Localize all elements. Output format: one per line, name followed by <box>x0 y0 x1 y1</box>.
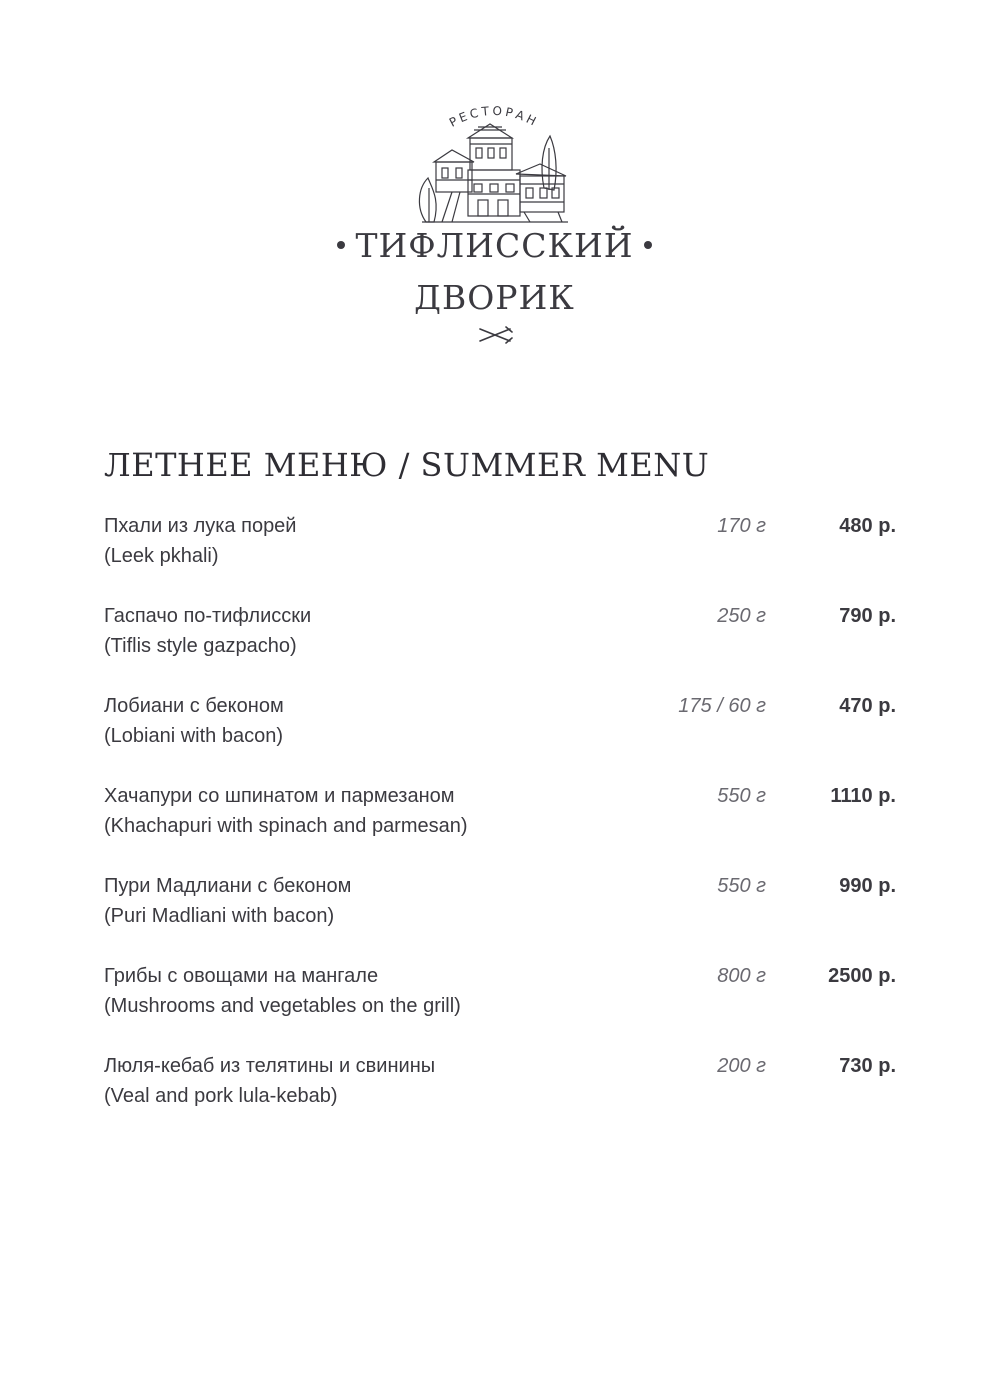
item-name-en: (Puri Madliani with bacon) <box>104 905 335 927</box>
crossed-cutlery-icon <box>476 326 514 344</box>
item-price: 990 р. <box>839 875 896 897</box>
item-name-ru: Пури Мадлиани с беконом <box>104 875 352 897</box>
item-price: 480 р. <box>839 515 896 537</box>
menu-items-list <box>104 511 896 1141</box>
item-price: 790 р. <box>839 605 896 627</box>
bullet-dot-icon <box>337 241 345 249</box>
item-weight: 175 / 60 г <box>678 695 766 717</box>
menu-item <box>104 601 896 691</box>
item-weight: 170 г <box>717 515 766 537</box>
menu-item <box>104 691 896 781</box>
item-name-ru: Хачапури со шпинатом и пармезаном <box>104 785 455 807</box>
item-price: 730 р. <box>839 1055 896 1077</box>
menu-item <box>104 961 896 1051</box>
item-weight: 800 г <box>717 965 766 987</box>
item-price: 1110 р. <box>830 785 896 807</box>
item-name-ru: Люля-кебаб из телятины и свинины <box>104 1055 436 1077</box>
menu-item <box>104 1051 896 1141</box>
menu-item <box>104 871 896 961</box>
item-price: 470 р. <box>839 695 896 717</box>
item-name-en: (Tiflis style gazpacho) <box>104 635 297 657</box>
item-price: 2500 р. <box>828 965 896 987</box>
item-name-en: (Mushrooms and vegetables on the grill) <box>104 995 461 1017</box>
item-weight: 200 г <box>717 1055 766 1077</box>
item-name-ru: Лобиани с беконом <box>104 695 284 717</box>
brand-name-text: ТИФЛИССКИЙ <box>355 226 634 265</box>
item-name-en: (Khachapuri with spinach and parmesan) <box>104 815 468 837</box>
brand-name-line1 <box>0 226 989 265</box>
item-name-ru: Грибы с овощами на мангале <box>104 965 379 987</box>
menu-item <box>104 781 896 871</box>
item-weight: 550 г <box>717 875 766 897</box>
brand-name-line2: ДВОРИК <box>414 278 575 317</box>
logo-subtitle: РЕСТОРАН <box>446 103 541 130</box>
item-name-ru: Пхали из лука порей <box>104 515 297 537</box>
restaurant-logo <box>0 88 989 358</box>
item-name-en: (Leek pkhali) <box>104 545 219 567</box>
item-name-ru: Гаспачо по-тифлисски <box>104 605 312 627</box>
item-weight: 250 г <box>717 605 766 627</box>
house-illustration-icon <box>412 118 578 230</box>
item-name-en: (Veal and pork lula-kebab) <box>104 1085 338 1107</box>
menu-item <box>104 511 896 601</box>
item-name-en: (Lobiani with bacon) <box>104 725 283 747</box>
item-weight: 550 г <box>717 785 766 807</box>
bullet-dot-icon <box>644 241 652 249</box>
menu-title: ЛЕТНЕЕ МЕНЮ / SUMMER MENU <box>104 446 710 484</box>
